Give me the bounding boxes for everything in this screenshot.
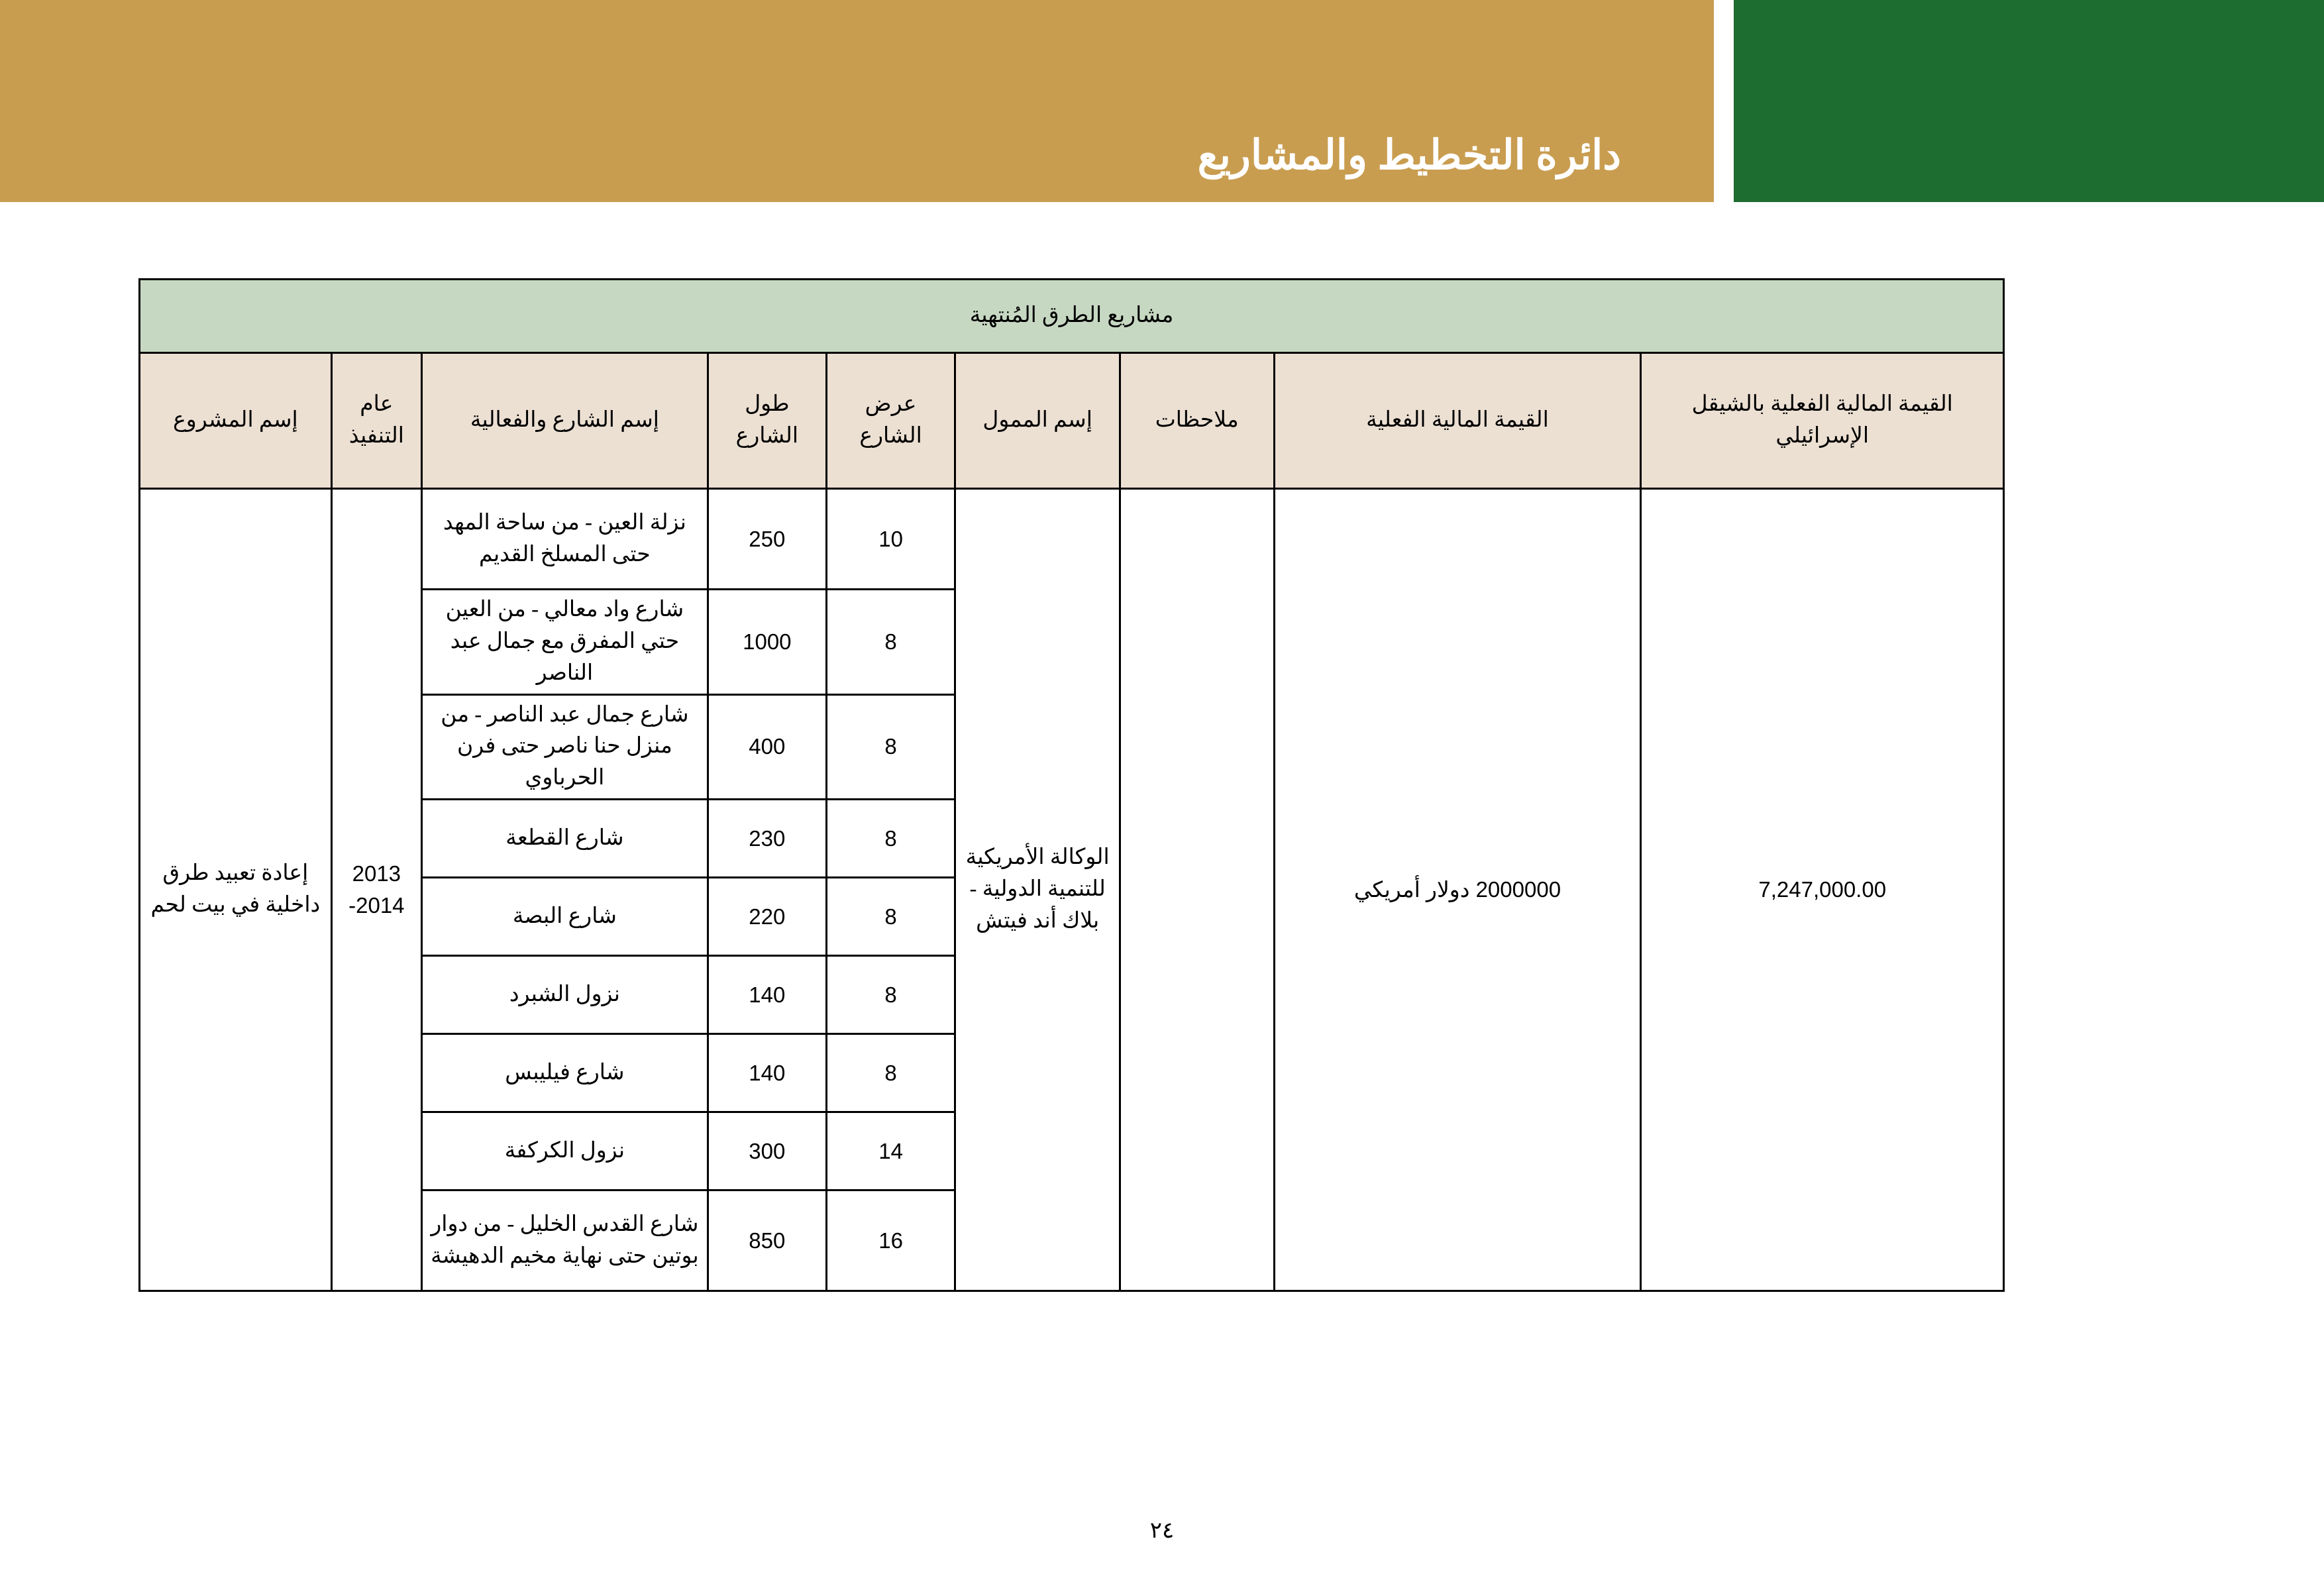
cell-value-ils: 7,247,000.00 bbox=[1641, 489, 2004, 1291]
cell-street-length: 400 bbox=[708, 694, 826, 800]
cell-street-length: 220 bbox=[708, 878, 826, 956]
cell-street-name: شارع البصة bbox=[421, 878, 708, 956]
cell-street-length: 140 bbox=[708, 1034, 826, 1112]
page-number: ٢٤ bbox=[1149, 1518, 1175, 1543]
cell-funder: الوكالة الأمريكية للتنمية الدولية - بلاك أند فيتش bbox=[955, 489, 1120, 1291]
header-accent-block bbox=[1734, 0, 2324, 202]
cell-project-name: إعادة تعبيد طرق داخلية في بيت لحم bbox=[140, 489, 332, 1291]
column-header-value_ils: القيمة المالية الفعلية بالشيقل الإسرائيلي bbox=[1641, 353, 2004, 489]
table-title-row bbox=[140, 280, 2004, 353]
cell-street-width: 8 bbox=[826, 1034, 955, 1112]
cell-notes bbox=[1120, 489, 1274, 1291]
header-title: دائرة التخطيط والمشاريع bbox=[1197, 132, 1621, 178]
cell-street-width: 8 bbox=[826, 878, 955, 956]
column-header-value_actual: القيمة المالية الفعلية bbox=[1274, 353, 1641, 489]
execution-year-line-1: 2013 bbox=[352, 861, 401, 886]
cell-street-name: نزلة العين - من ساحة المهد حتى المسلخ القديم bbox=[421, 489, 708, 590]
cell-value-actual: 2000000 دولار أمريكي bbox=[1274, 489, 1641, 1291]
cell-street-name: شارع القطعة bbox=[421, 800, 708, 878]
table-header-row bbox=[140, 353, 2004, 489]
table-row bbox=[140, 489, 2004, 590]
cell-street-length: 140 bbox=[708, 956, 826, 1034]
projects-table-container bbox=[138, 278, 2005, 1292]
column-header-street_length: طول الشارع bbox=[708, 353, 826, 489]
column-header-street_width: عرض الشارع bbox=[826, 353, 955, 489]
cell-street-length: 230 bbox=[708, 800, 826, 878]
cell-execution-year bbox=[331, 489, 421, 1291]
cell-street-length: 1000 bbox=[708, 590, 826, 695]
cell-street-width: 8 bbox=[826, 956, 955, 1034]
column-header-year: عام التنفيذ bbox=[331, 353, 421, 489]
cell-street-width: 14 bbox=[826, 1112, 955, 1190]
column-header-notes: ملاحظات bbox=[1120, 353, 1274, 489]
cell-street-name: شارع واد معالي - من العين حتي المفرق مع جمال عبد الناصر bbox=[421, 590, 708, 695]
completed-roads-table bbox=[138, 278, 2005, 1292]
column-header-street_name: إسم الشارع والفعالية bbox=[421, 353, 708, 489]
column-header-funder: إسم الممول bbox=[955, 353, 1120, 489]
cell-street-width: 8 bbox=[826, 694, 955, 800]
table-title: مشاريع الطرق المُنتهية bbox=[140, 280, 2004, 353]
header-band bbox=[0, 0, 1714, 202]
cell-street-name: شارع جمال عبد الناصر - من منزل حنا ناصر حتى فرن الحرباوي bbox=[421, 694, 708, 800]
cell-street-width: 10 bbox=[826, 489, 955, 590]
cell-street-length: 250 bbox=[708, 489, 826, 590]
cell-street-name: شارع فيليبس bbox=[421, 1034, 708, 1112]
cell-street-length: 300 bbox=[708, 1112, 826, 1190]
cell-street-width: 8 bbox=[826, 800, 955, 878]
column-header-project_name: إسم المشروع bbox=[140, 353, 332, 489]
cell-street-width: 16 bbox=[826, 1190, 955, 1291]
cell-street-name: نزول الشبرد bbox=[421, 956, 708, 1034]
cell-street-name: نزول الكركفة bbox=[421, 1112, 708, 1190]
execution-year-line-2: 2014- bbox=[348, 893, 405, 918]
cell-street-width: 8 bbox=[826, 590, 955, 695]
cell-street-length: 850 bbox=[708, 1190, 826, 1291]
cell-street-name: شارع القدس الخليل - من دوار بوتين حتى نهاية مخيم الدهيشة bbox=[421, 1190, 708, 1291]
